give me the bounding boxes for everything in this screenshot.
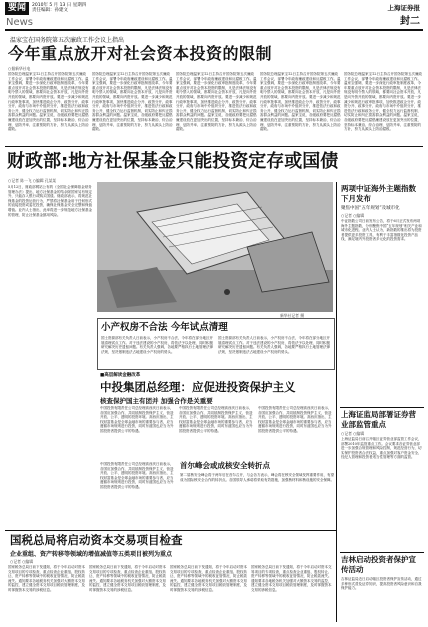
story2-col-1: 5月12日，财政部网站公布的《全国社会保障基金财务管理办法》提出，地方社保基金的结余除国家另有规定外，只能存入银行或购买国债。财政部表示，将规范社保基金的投资运营行为，严禁将社保基金用于任何形式的直接投资或委托投资，确保社保基金安全完整和保值增值。业内人士指出，此举将进一步规范地方社保基金的管理，防止社保基金挪用风险。 (8, 185, 92, 217)
masthead-rule (5, 29, 423, 31)
divider-3 (340, 407, 424, 408)
news-label: News (6, 17, 34, 28)
story1-byline: ○据新华社电 (8, 66, 31, 71)
story3-subheadline: 核查保护国主有团并 加强合作是关重要 (100, 397, 213, 405)
story1-col-3: 国务院总理温家宝12日主持召开国务院第五次廉政工作会议，部署今年政府廉政建设和反腐败工作。温家宝强调，要进一步深化行政审批制度改革，今年要重点放开对社会资本投资的限制，凡是法律法规没有明令禁入的领域，都要向社会资本开放，凡是向外资开放的领域，都要向内资开放。要进一步减少和规范行政审批事项，加快推进政企分开、政资分开、政事分开、政府与市场中介组织分开，推进依法行政和政务公开，健全权力运行监督机制，切实防止和纠正损害群众利益的问题。温家宝说，各级政府要把反腐倡廉建设放在更加突出的位置，坚持标本兼治、综合治理、惩防并举、注重预防的方针，努力从源头上防治腐败。 (176, 72, 257, 132)
story3-headline: 中投集团总经理：应促进投资保护主义 (100, 380, 296, 394)
story4-body: 第二届核安全峰会将于两年后在首尔召开，与会各方表示，峰会将在核安全领域发挥重要作用，有望成为国际核安全合作的转折点。各国领导人承诺将采取有效措施，加强核材料和核设施的安全保障。 (180, 473, 334, 482)
right2-byline: ○记者 ○编辑 (341, 431, 365, 436)
story5-col-1: 国家税务总局日前下发通知，将于今年启动对资本交易项目的专项检查，重点检查企业重组、股权转让、资产转移等领域中的税收征管情况，防止税款流失。通知要求各地税务机关加强对大额资本交易的监控，建立健全资本交易项目税收管理制度，及时掌握资本交易的涉税信息。 (8, 565, 85, 592)
brand-name: 上海证券报 (387, 4, 420, 12)
sidebar1-col-2: 国土资源部有关负责人日前表示，小产权房不合法，今年将在部分地区开展清理试点工作。对于违法建设的小产权房，将依法予以处理，同时积极研究解决历史遗留问题。有关负责人强调，各地要严格执行土地管理法律法规，坚决遏制违法占地建设小产权房的势头。 (218, 336, 330, 354)
right3-body: 吉林证监局近日启动辖区投资者保护宣传活动，通过多种形式普及证券知识，提高投资者风险意识和自我保护能力。 (341, 577, 422, 591)
date-line-1: 2010年 5 月 13 日 星期四 (32, 3, 87, 8)
right1-headline: 两项中证海外主题指数下月发布 (341, 184, 416, 203)
story2-headline: 财政部:地方社保基金只能投资定存或国债 (7, 151, 339, 172)
story3-col-4: 中国投资有限责任公司总经理高西庆日前表示，各国应加强合作，共同抵制投资保护主义，营造开放、公平、透明的投资环境。高西庆指出，主权财富基金是全球金融市场的重要参与者，应当遵循市场规则进行投资，同时东道国也应当为外国投资者提供公平的待遇。 (100, 462, 174, 489)
divider-4 (340, 552, 424, 553)
story1-col-4: 国务院总理温家宝12日主持召开国务院第五次廉政工作会议，部署今年政府廉政建设和反腐败工作。温家宝强调，要进一步深化行政审批制度改革，今年要重点放开对社会资本投资的限制，凡是法律法规没有明令禁入的领域，都要向社会资本开放，凡是向外资开放的领域，都要向内资开放。要进一步减少和规范行政审批事项，加快推进政企分开、政资分开、政事分开、政府与市场中介组织分开，推进依法行政和政务公开，健全权力运行监督机制，切实防止和纠正损害群众利益的问题。温家宝说，各级政府要把反腐倡廉建设放在更加突出的位置，坚持标本兼治、综合治理、惩防并举、注重预防的方针，努力从源头上防治腐败。 (260, 72, 341, 132)
story1-col-5: 国务院总理温家宝12日主持召开国务院第五次廉政工作会议，部署今年政府廉政建设和反腐败工作。温家宝强调，要进一步深化行政审批制度改革，今年要重点放开对社会资本投资的限制，凡是法律法规没有明令禁入的领域，都要向社会资本开放，凡是向外资开放的领域，都要向内资开放。要进一步减少和规范行政审批事项，加快推进政企分开、政资分开、政事分开、政府与市场中介组织分开，推进依法行政和政务公开，健全权力运行监督机制，切实防止和纠正损害群众利益的问题。温家宝说，各级政府要把反腐倡廉建设放在更加突出的位置，坚持标本兼治、综合治理、惩防并举、注重预防的方针，努力从源头上防治腐败。 (344, 72, 422, 132)
story1-kicker: 温家宝在国务院第五次廉政工作会议上指出 (10, 37, 125, 44)
story5-col-2: 国家税务总局日前下发通知，将于今年启动对资本交易项目的专项检查，重点检查企业重组、股权转让、资产转移等领域中的税收征管情况，防止税款流失。通知要求各地税务机关加强对大额资本交易的监控，建立健全资本交易项目税收管理制度，及时掌握资本交易的涉税信息。 (89, 565, 166, 592)
dateline (32, 3, 86, 13)
story3-col-2: 中国投资有限责任公司总经理高西庆日前表示，各国应加强合作，共同抵制投资保护主义，营造开放、公平、透明的投资环境。高西庆指出，主权财富基金是全球金融市场的重要参与者，应当遵循市场规则进行投资，同时东道国也应当为外国投资者提供公平的待遇。 (179, 406, 253, 433)
story1-headline: 今年重点放开对社会资本投资的限制 (8, 44, 273, 63)
story5-col-4: 国家税务总局日前下发通知，将于今年启动对资本交易项目的专项检查，重点检查企业重组、股权转让、资产转移等领域中的税收征管情况，防止税款流失。通知要求各地税务机关加强对大额资本交易的监控，建立健全资本交易项目税收管理制度，及时掌握资本交易的涉税信息。 (251, 565, 332, 592)
story5-subheadline: 企业重组、资产转移等领域的增值减值等五类项目被列为重点 (10, 551, 173, 558)
right3-headline: 吉林启动投资者保护宣传活动 (341, 555, 416, 574)
right-column-rule (336, 182, 337, 622)
story1-col-1: 国务院总理温家宝12日主持召开国务院第五次廉政工作会议，部署今年政府廉政建设和反腐败工作。温家宝强调，要进一步深化行政审批制度改革，今年要重点放开对社会资本投资的限制，凡是法律法规没有明令禁入的领域，都要向社会资本开放，凡是向外资开放的领域，都要向内资开放。要进一步减少和规范行政审批事项，加快推进政企分开、政资分开、政事分开、政府与市场中介组织分开，推进依法行政和政务公开，健全权力运行监督机制，切实防止和纠正损害群众利益的问题。温家宝说，各级政府要把反腐倡廉建设放在更加突出的位置，坚持标本兼治、综合治理、惩防并举、注重预防的方针，努力从源头上防治腐败。 (8, 72, 89, 132)
right2-headline: 上海证监局部署证券营业部监管重点 (341, 410, 416, 429)
section-name: 要闻 (7, 3, 26, 13)
story5-col-3: 国家税务总局日前下发通知，将于今年启动对资本交易项目的专项检查，重点检查企业重组、股权转让、资产转移等领域中的税收征管情况，防止税款流失。通知要求各地税务机关加强对大额资本交易的监控，建立健全资本交易项目税收管理制度，及时掌握资本交易的涉税信息。 (170, 565, 247, 592)
collapsed-building-photo (97, 182, 333, 312)
sidebar1-col-1: 国土资源部有关负责人日前表示，小产权房不合法，今年将在部分地区开展清理试点工作。对于违法建设的小产权房，将依法予以处理，同时积极研究解决历史遗留问题。有关负责人强调，各地要严格执行土地管理法律法规，坚决遏制违法占地建设小产权房的势头。 (101, 336, 213, 354)
story3-col-1: 中国投资有限责任公司总经理高西庆日前表示，各国应加强合作，共同抵制投资保护主义，营造开放、公平、透明的投资环境。高西庆指出，主权财富基金是全球金融市场的重要参与者，应当遵循市场规则进行投资，同时东道国也应当为外国投资者提供公平的待遇。 (100, 406, 174, 433)
story5-headline: 国税总局将启动资本交易项目检查 (10, 533, 183, 547)
story2-byline: ○记者 陈一飞 ○编辑 孔某某 (8, 178, 57, 183)
divider-2 (5, 530, 336, 531)
story1-col-2: 国务院总理温家宝12日主持召开国务院第五次廉政工作会议，部署今年政府廉政建设和反腐败工作。温家宝强调，要进一步深化行政审批制度改革，今年要重点放开对社会资本投资的限制，凡是法律法规没有明令禁入的领域，都要向社会资本开放，凡是向外资开放的领域，都要向内资开放。要进一步减少和规范行政审批事项，加快推进政企分开、政资分开、政事分开、政府与市场中介组织分开，推进依法行政和政务公开，健全权力运行监督机制，切实防止和纠正损害群众利益的问题。温家宝说，各级政府要把反腐倡廉建设放在更加突出的位置，坚持标本兼治、综合治理、惩防并举、注重预防的方针，努力从源头上防治腐败。 (92, 72, 173, 132)
story5-byline: ○记者 ○编辑 (10, 559, 34, 564)
story3-kicker: ■高层解读金融改革 (100, 373, 141, 378)
sidebar1-headline: 小产权房不合法 今年试点清理 (101, 322, 228, 333)
right1-subheadline: 聚焦中国“五年规划”及城市化 (341, 206, 400, 211)
right1-body: 中证指数公司日前发布公告，将于6月正式发布两项海外主题指数，分别聚焦中国“五年规划”相关产业和城市化进程。业内人士认为，新指数的推出将为投资者提供更多投资工具，有利于丰富指数化投资产品线，满足境内外投资者多元化的投资需求。 (341, 219, 422, 242)
date-line-2: 责任编辑：孙建文 (32, 8, 68, 13)
edition-label: 封二 (400, 16, 420, 27)
photo-caption: 新华社记者 摄 (280, 313, 304, 318)
photo-illustration (97, 182, 333, 312)
divider-1 (5, 146, 423, 147)
right2-body: 上海证监局日前召开辖区证券营业部监管工作会议，部署2010年监管重点工作。会议要求各证券营业部进一步加强合规管理和风险控制，规范经营行为，切实保护投资者合法权益，重点加强对客户资金安全、经纪人管理和投资者适当性管理等方面的监管。 (341, 437, 422, 460)
right1-byline: ○记者 ○编辑 (341, 213, 365, 218)
story3-col-3: 中国投资有限责任公司总经理高西庆日前表示，各国应加强合作，共同抵制投资保护主义，营造开放、公平、透明的投资环境。高西庆指出，主权财富基金是全球金融市场的重要参与者，应当遵循市场规则进行投资，同时东道国也应当为外国投资者提供公平的待遇。 (258, 406, 332, 433)
story4-headline: 首尔峰会或成核安全转折点 (180, 461, 270, 470)
